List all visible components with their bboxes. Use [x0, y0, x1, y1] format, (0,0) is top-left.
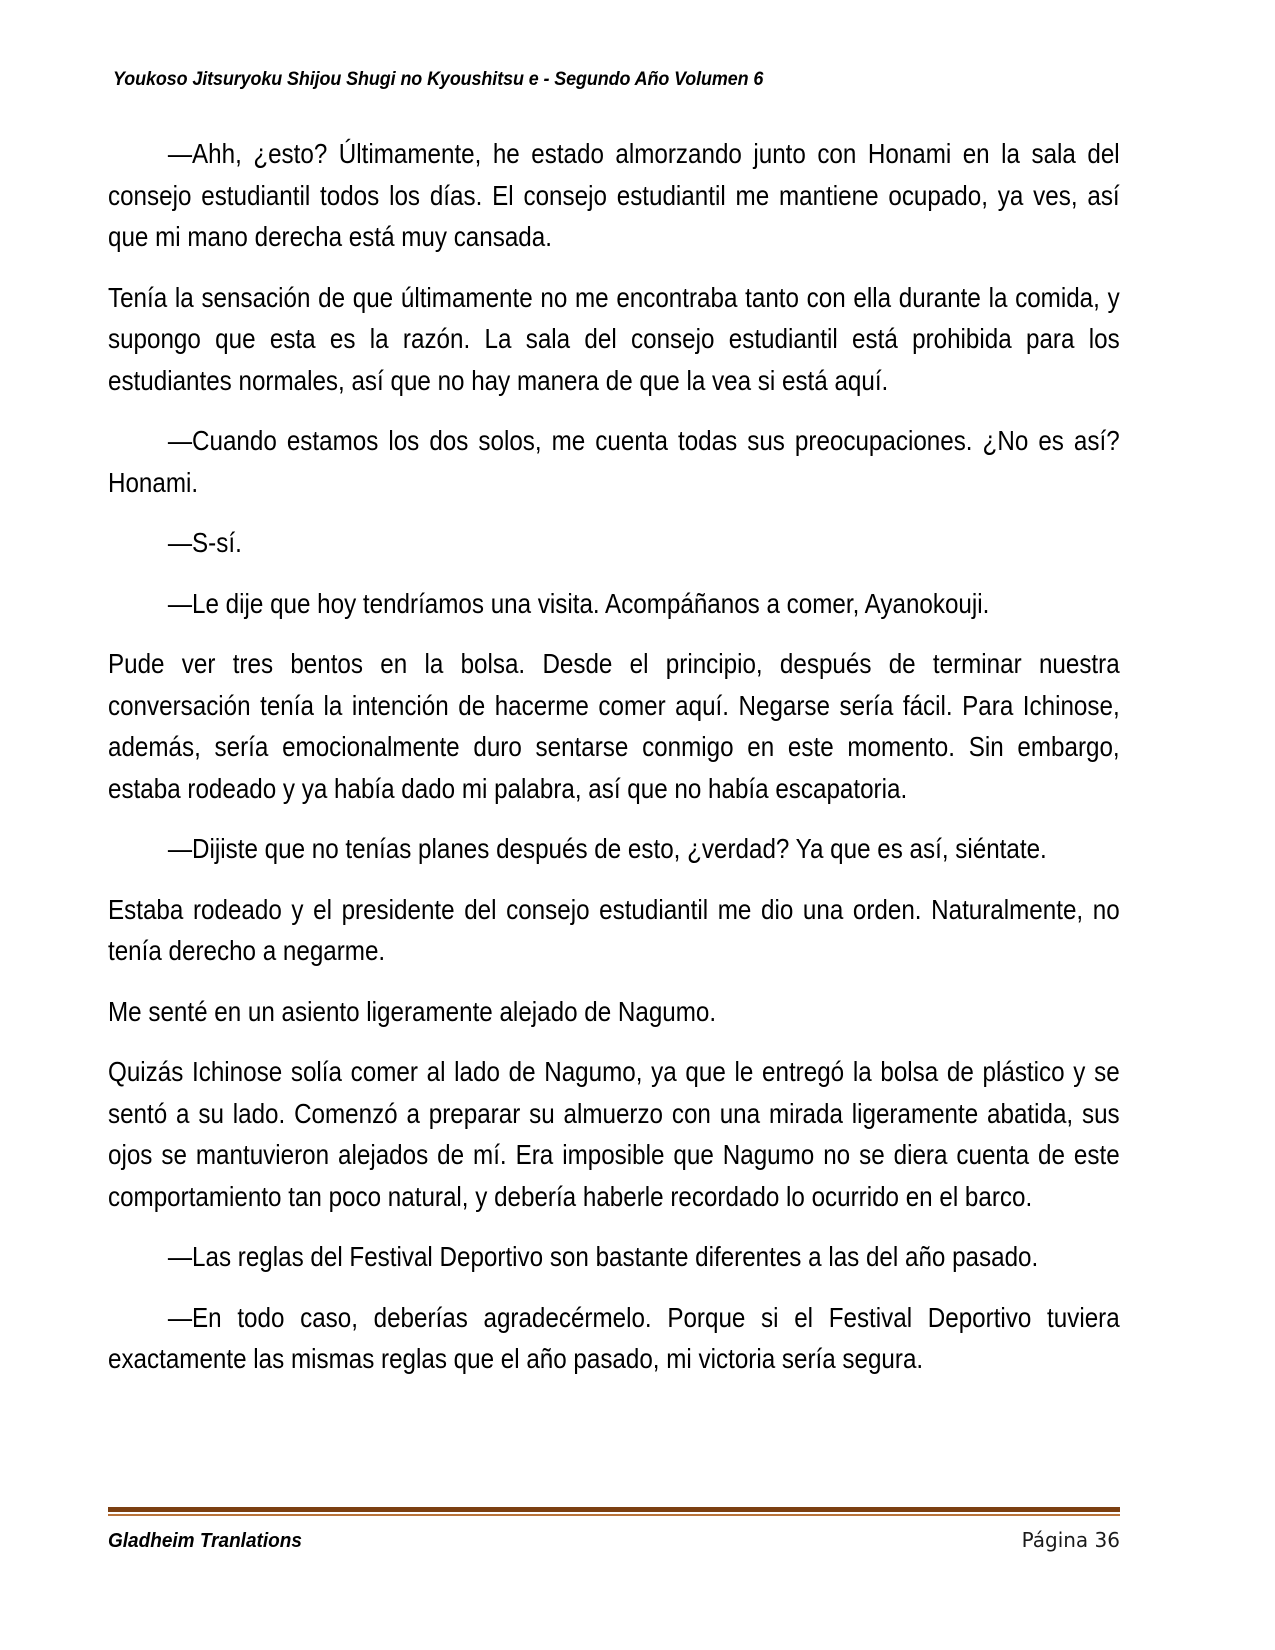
body-paragraph: Estaba rodeado y el presidente del consejo estudiantil me dio una orden. Naturalmente, no tenía derecho a negarme.: [108, 893, 1120, 966]
body-paragraph: —Ahh, ¿esto? Últimamente, he estado almorzando junto con Honami en la sala del consejo estudiantil todos los días. El consejo estudiantil me mantiene ocupado, ya ves, así que mi mano derecha está muy cansada.: [108, 138, 1120, 252]
page-header: [113, 68, 1162, 91]
page-number-label: Página 36: [1021, 1528, 1120, 1552]
body-paragraph: —Las reglas del Festival Deportivo son bastante diferentes a las del año pasado.: [167, 1241, 1039, 1272]
footer-rule-thin: [108, 1514, 1120, 1516]
document-body: [108, 133, 1120, 1380]
body-paragraph: Me senté en un asiento ligeramente alejado de Nagumo.: [108, 995, 717, 1027]
header-title: Youkoso Jitsuryoku Shijou Shugi no Kyoushitsu e - Segundo Año Volumen 6: [113, 68, 764, 90]
body-paragraph: —S-sí.: [167, 527, 242, 558]
body-paragraph: —Dijiste que no tenías planes después de esto, ¿verdad? Ya que es así, siéntate.: [167, 833, 1047, 864]
body-paragraph: Tenía la sensación de que últimamente no me encontraba tanto con ella durante la comida, y supongo que esta es la razón. La sala del consejo estudiantil está prohibida para los estudiantes normales, así que no hay manera de que la vea si está aquí.: [108, 281, 1120, 396]
page-footer: [108, 1528, 1120, 1553]
body-paragraph: Quizás Ichinose solía comer al lado de Nagumo, ya que le entregó la bolsa de plástico y se sentó a su lado. Comenzó a preparar su almuerzo con una mirada ligeramente abatida, sus ojos se mantuvieron alejados de mí. Era imposible que Nagumo no se diera cuenta de este comportamiento tan poco natural, y debería haberle recordado lo ocurrido en el barco.: [108, 1056, 1120, 1212]
body-paragraph: —Cuando estamos los dos solos, me cuenta todas sus preocupaciones. ¿No es así? Honami.: [108, 425, 1120, 498]
body-paragraph: —En todo caso, deberías agradecérmelo. Porque si el Festival Deportivo tuviera exactamente las mismas reglas que el año pasado, mi victoria sería segura.: [108, 1301, 1120, 1374]
footer-brand-label: Gladheim Tranlations: [108, 1530, 302, 1552]
footer-divider: [108, 1507, 1120, 1516]
body-paragraph: Pude ver tres bentos en la bolsa. Desde el principio, después de terminar nuestra conversación tenía la intención de hacerme comer aquí. Negarse sería fácil. Para Ichinose, además, sería emocionalmente duro sentarse conmigo en este momento. Sin embargo, estaba rodeado y ya había dado mi palabra, así que no había escapatoria.: [108, 648, 1120, 804]
body-paragraph: —Le dije que hoy tendríamos una visita. Acompáñanos a comer, Ayanokouji.: [167, 587, 990, 619]
